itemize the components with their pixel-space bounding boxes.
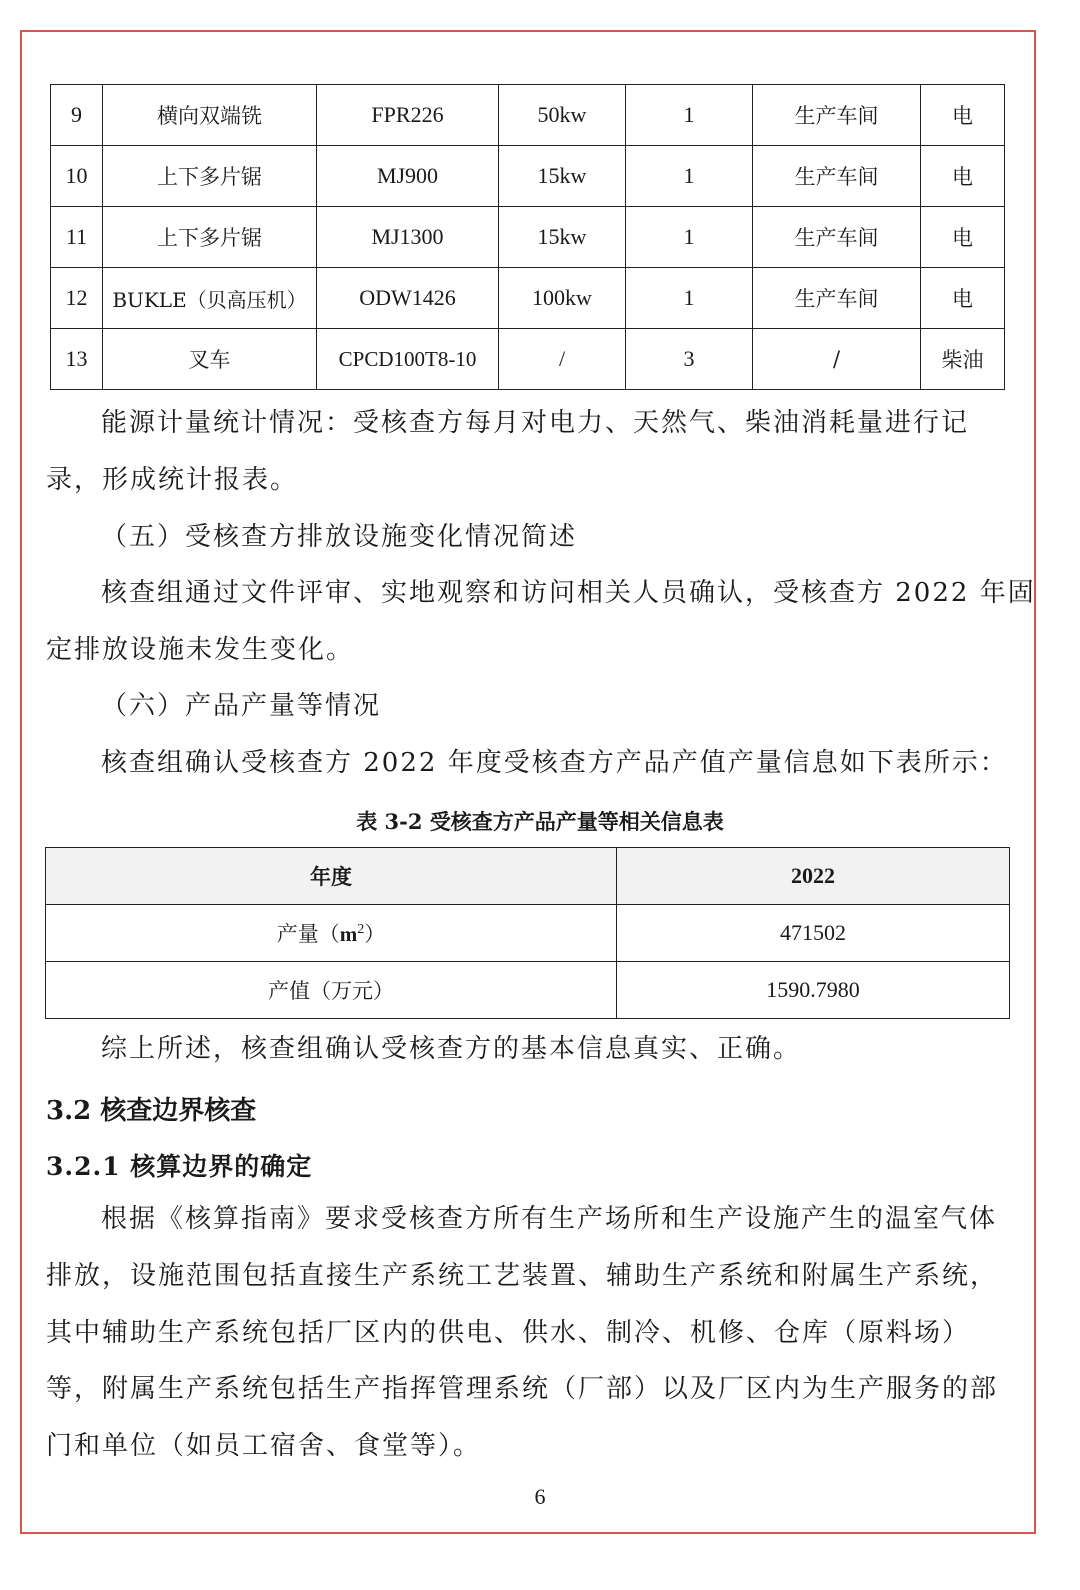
cell-name: BUKLE（贝高压机） [103, 268, 317, 329]
output-label-unit: m [339, 922, 358, 946]
cell-qty: 1 [626, 146, 753, 207]
cell-name: 上下多片锯 [103, 207, 317, 268]
table-row [46, 905, 1010, 962]
cell-model: ODW1426 [317, 268, 499, 329]
heading-3-2: 3.2 核查边界核查 [46, 1096, 257, 1126]
cell-qty: 1 [626, 207, 753, 268]
section-5-heading: （五）受核查方排放设施变化情况简述 [101, 522, 578, 552]
cell-power: / [499, 329, 626, 390]
cell-no: 9 [51, 85, 103, 146]
header-year-label: 年度 [46, 848, 617, 905]
cell-no: 13 [51, 329, 103, 390]
page-number: 6 [534, 1484, 546, 1509]
output-label-sup: 2 [357, 922, 365, 937]
cell-location: / [753, 329, 921, 390]
cell-power: 15kw [499, 207, 626, 268]
section-5-paragraph-cont: 定排放设施未发生变化。 [46, 635, 355, 665]
output-label [46, 905, 617, 962]
value-label: 产值（万元） [46, 962, 617, 1019]
section-6-paragraph: 核查组确认受核查方 2022 年度受核查方产品产值产量信息如下表所示： [101, 748, 1008, 778]
cell-model: MJ900 [317, 146, 499, 207]
cell-name: 横向双端铣 [103, 85, 317, 146]
table-row [51, 268, 1005, 329]
cell-energy: 电 [921, 146, 1005, 207]
energy-stats-paragraph: 能源计量统计情况：受核查方每月对电力、天然气、柴油消耗量进行记 [101, 408, 970, 438]
cell-qty: 1 [626, 85, 753, 146]
boundary-paragraph: 根据《核算指南》要求受核查方所有生产场所和生产设施产生的温室气体 [101, 1204, 998, 1234]
section-5-paragraph: 核查组通过文件评审、实地观察和访问相关人员确认，受核查方 2022 年固 [101, 578, 1036, 608]
cell-location: 生产车间 [753, 146, 921, 207]
table-row [46, 962, 1010, 1019]
cell-power: 50kw [499, 85, 626, 146]
cell-location: 生产车间 [753, 85, 921, 146]
table-row [51, 146, 1005, 207]
header-year-value: 2022 [617, 848, 1010, 905]
cell-energy: 电 [921, 268, 1005, 329]
cell-power: 15kw [499, 146, 626, 207]
cell-model: FPR226 [317, 85, 499, 146]
cell-energy: 柴油 [921, 329, 1005, 390]
cell-no: 12 [51, 268, 103, 329]
table-row [51, 85, 1005, 146]
cell-no: 10 [51, 146, 103, 207]
cell-model: CPCD100T8-10 [317, 329, 499, 390]
boundary-paragraph-cont: 门和单位（如员工宿舍、食堂等）。 [46, 1431, 482, 1461]
cell-no: 11 [51, 207, 103, 268]
cell-model: MJ1300 [317, 207, 499, 268]
section-6-heading: （六）产品产量等情况 [101, 691, 382, 721]
cell-location: 生产车间 [753, 268, 921, 329]
table-row [51, 207, 1005, 268]
output-label-prefix: 产量（ [276, 922, 340, 946]
table-row [51, 329, 1005, 390]
value-value: 1590.7980 [617, 962, 1010, 1019]
cell-qty: 1 [626, 268, 753, 329]
boundary-paragraph-cont: 排放，设施范围包括直接生产系统工艺装置、辅助生产系统和附属生产系统， [46, 1261, 999, 1291]
output-value: 471502 [617, 905, 1010, 962]
summary-paragraph: 综上所述，核查组确认受核查方的基本信息真实、正确。 [101, 1034, 802, 1064]
table-3-2-caption: 表 3-2 受核查方产品产量等相关信息表 [356, 809, 724, 834]
cell-qty: 3 [626, 329, 753, 390]
boundary-paragraph-cont: 其中辅助生产系统包括厂区内的供电、供水、制冷、机修、仓库（原料场） [46, 1318, 971, 1348]
cell-energy: 电 [921, 85, 1005, 146]
cell-location: 生产车间 [753, 207, 921, 268]
cell-name: 上下多片锯 [103, 146, 317, 207]
cell-power: 100kw [499, 268, 626, 329]
cell-energy: 电 [921, 207, 1005, 268]
heading-3-2-1: 3.2.1 核算边界的确定 [46, 1152, 313, 1181]
equipment-table [50, 84, 1005, 390]
product-output-table [45, 847, 1010, 1019]
table-header-row [46, 848, 1010, 905]
cell-name: 叉车 [103, 329, 317, 390]
boundary-paragraph-cont: 等，附属生产系统包括生产指挥管理系统（厂部）以及厂区内为生产服务的部 [46, 1374, 999, 1404]
output-label-suffix: ） [364, 922, 386, 946]
energy-stats-paragraph-cont: 录，形成统计报表。 [46, 465, 299, 495]
